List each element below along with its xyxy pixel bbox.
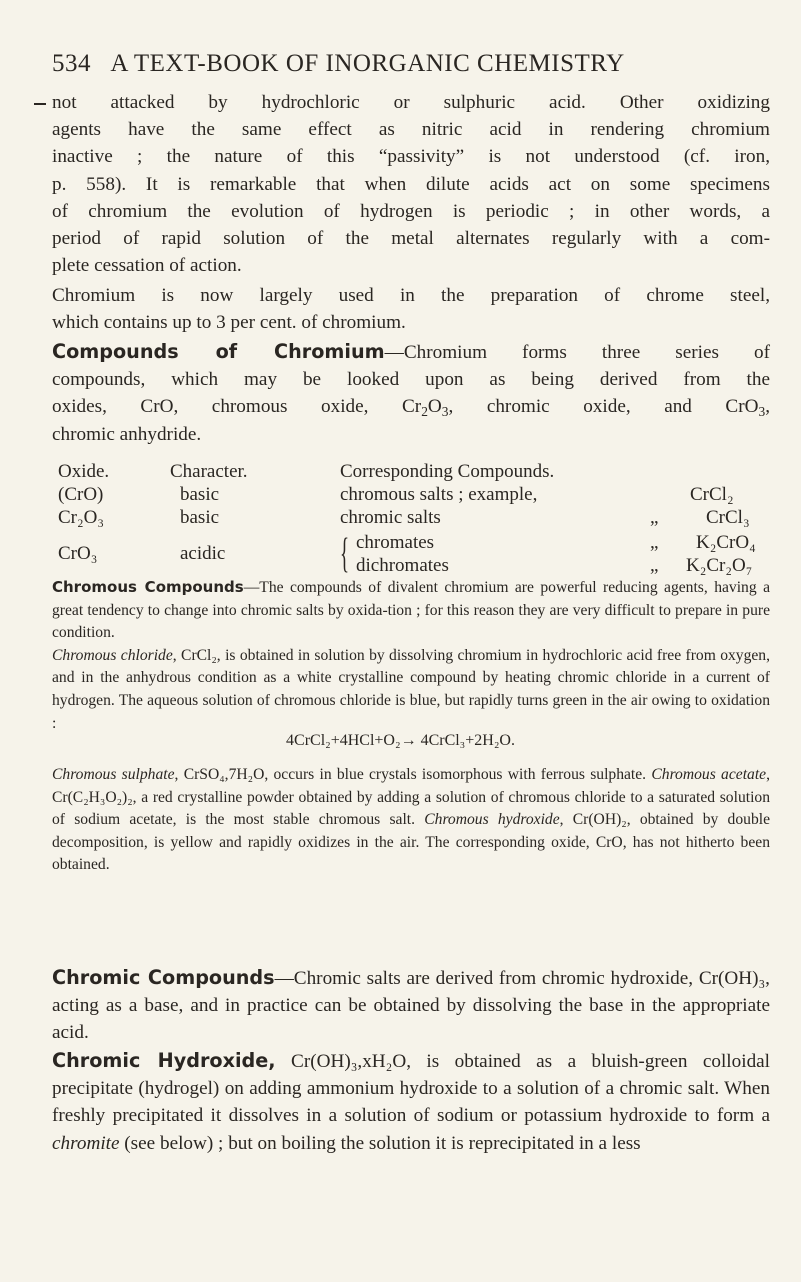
section-heading: Chromous Compounds bbox=[52, 578, 244, 596]
text-line: compounds, which may be looked upon as being derived from the bbox=[52, 369, 770, 391]
chromic-compounds-paragraph bbox=[52, 964, 770, 1047]
chromous-compounds-section bbox=[52, 576, 770, 735]
compound-name: Chromous sulphate bbox=[52, 766, 175, 783]
text-line: which contains up to 3 per cent. of chromium. bbox=[52, 312, 406, 334]
table-cell: CrCl₂ bbox=[690, 484, 734, 505]
text-span: , Cr(OH)₂, obtained by double decomposition, is yellow and rapidly oxidizes in the air. The corresponding oxide, CrO, has not hitherto been obtained. bbox=[52, 811, 770, 874]
text-line: period of rapid solution of the metal alternates regularly with a com- bbox=[52, 228, 770, 250]
table-cell: chromic salts bbox=[340, 507, 441, 528]
compound-name: Chromous chloride bbox=[52, 646, 173, 664]
text-line bbox=[52, 393, 770, 420]
text-block bbox=[52, 645, 770, 735]
text-line: Chromium is now largely used in the preparation of chrome steel, bbox=[52, 285, 770, 306]
ditto-mark: „ bbox=[650, 532, 659, 553]
table-cell: chromates bbox=[356, 532, 435, 553]
text-line: chromic anhydride. bbox=[52, 423, 202, 445]
subscript: 2 bbox=[421, 404, 428, 420]
paragraph-chrome-steel bbox=[52, 282, 770, 336]
text-span: —The compounds of divalent chromium are powerful reducing agents, having a great tendency to change into chromic salts by oxida-tion ; for this reason they are very difficult to prepare in pure condition. bbox=[52, 579, 770, 642]
text-line: agents have the same effect as nitric acid in rendering chromium bbox=[52, 119, 770, 141]
text-span: oxides, CrO, chromous oxide, Cr bbox=[52, 396, 422, 418]
table-cell: dichromates bbox=[356, 555, 449, 576]
formula: Cr(OH)₃,xH₂O, bbox=[275, 1051, 411, 1072]
book-title: A TEXT-BOOK OF INORGANIC CHEMISTRY bbox=[110, 50, 625, 77]
table-row bbox=[58, 554, 758, 577]
compound-name: Chromous acetate bbox=[651, 766, 767, 783]
table-cell: K₂CrO₄ bbox=[696, 532, 756, 553]
table-cell: K₂Cr₂O₇ bbox=[686, 555, 753, 576]
text-block bbox=[52, 764, 770, 877]
table-cell: (CrO) bbox=[58, 484, 104, 505]
table-cell: acidic bbox=[180, 543, 226, 564]
text-line: inactive ; the nature of this “passivity” is not understood (cf. iron, bbox=[52, 146, 770, 168]
table-cell: CrO₃ bbox=[58, 543, 98, 564]
column-header: Character. bbox=[170, 461, 248, 482]
text-span: , Cr(C₂H₃O₂)₂, a red crystalline powder obtained by adding a solution of chromous chloride to a saturated solution of sodium acetate, is the most stable chromous salt. bbox=[52, 766, 770, 829]
table-cell: basic bbox=[180, 507, 220, 528]
paragraph-compounds bbox=[52, 338, 770, 448]
column-header: Corresponding Compounds. bbox=[340, 461, 555, 482]
table-cell: basic bbox=[180, 484, 220, 505]
text-line: of chromium the evolution of hydrogen is periodic ; in other words, a bbox=[52, 200, 770, 222]
text-block bbox=[52, 964, 770, 1047]
margin-mark bbox=[34, 103, 46, 105]
section-heading: Chromic Compounds bbox=[52, 966, 275, 989]
running-header bbox=[52, 50, 772, 78]
paragraph-passivity bbox=[52, 89, 770, 279]
table-row bbox=[58, 483, 758, 506]
text-line: plete cessation of action. bbox=[52, 255, 242, 277]
text-span: , CrSO₄,7H₂O, occurs in blue crystals isomorphous with ferrous sulphate. bbox=[174, 766, 652, 783]
brace-symbol: { bbox=[340, 531, 350, 577]
table-cell: chromous salts ; example, bbox=[340, 484, 538, 505]
subscript: 3 bbox=[441, 404, 449, 420]
text-span: —Chromium forms three series of bbox=[384, 342, 770, 363]
italic-term: chromite bbox=[52, 1132, 120, 1154]
text-span: , bbox=[765, 396, 770, 418]
ditto-mark: „ bbox=[650, 507, 659, 528]
text-span: —Chromic salts are derived from chromic hydroxide, Cr(OH)₃, acting as a base, and in practice can be obtained by dissolving the base in the appropriate acid. bbox=[52, 968, 770, 1044]
oxide-table bbox=[58, 460, 758, 577]
text-span: O bbox=[427, 396, 442, 418]
table-header-row bbox=[58, 460, 758, 483]
table-row bbox=[58, 506, 758, 529]
subscript: 3 bbox=[758, 404, 766, 420]
text-span: is obtained as a bluish-green colloidal precipitate (hydrogel) on adding ammonium hydroxide to a solution of a chromic salt. When freshly precipitated it dissolves in a solution of sodium or potassium hydroxide to form a bbox=[52, 1051, 771, 1127]
table-cell: CrCl₃ bbox=[706, 507, 750, 528]
column-header: Oxide. bbox=[58, 461, 110, 482]
chromous-salts-paragraph bbox=[52, 764, 770, 877]
text-span: (see below) ; but on boiling the solution it is reprecipitated in a less bbox=[119, 1132, 641, 1154]
ditto-mark: „ bbox=[650, 555, 659, 576]
text-line: not attacked by hydrochloric or sulphuric acid. Other oxidizing bbox=[52, 92, 770, 113]
text-block bbox=[52, 576, 770, 645]
table-cell: Cr₂O₃ bbox=[58, 507, 104, 528]
chemical-equation: 4CrCl₂+4HCl+O₂→ 4CrCl₃+2H₂O. bbox=[286, 732, 515, 749]
text-block bbox=[52, 1047, 770, 1157]
page-number: 534 bbox=[52, 50, 91, 77]
section-heading: Compounds of Chromium bbox=[52, 340, 385, 363]
text-span: , CrCl₂, is obtained in solution by dissolving chromium in hydrochloric acid free from oxygen, and in the anhydrous condition as a white crystalline compound by heating chromic chloride in a current of hydrogen. The aqueous solution of chromous chloride is blue, but rapidly turns green in the air owing to oxidation : bbox=[52, 646, 771, 732]
text-span: , chromic oxide, and CrO bbox=[448, 396, 759, 418]
compound-name: Chromous hydroxide bbox=[424, 811, 560, 829]
section-heading: Chromic Hydroxide, bbox=[52, 1049, 276, 1072]
text-line: p. 558). It is remarkable that when dilute acids act on some specimens bbox=[52, 173, 770, 195]
chromic-hydroxide-paragraph bbox=[52, 1047, 770, 1157]
text-line bbox=[52, 338, 770, 366]
